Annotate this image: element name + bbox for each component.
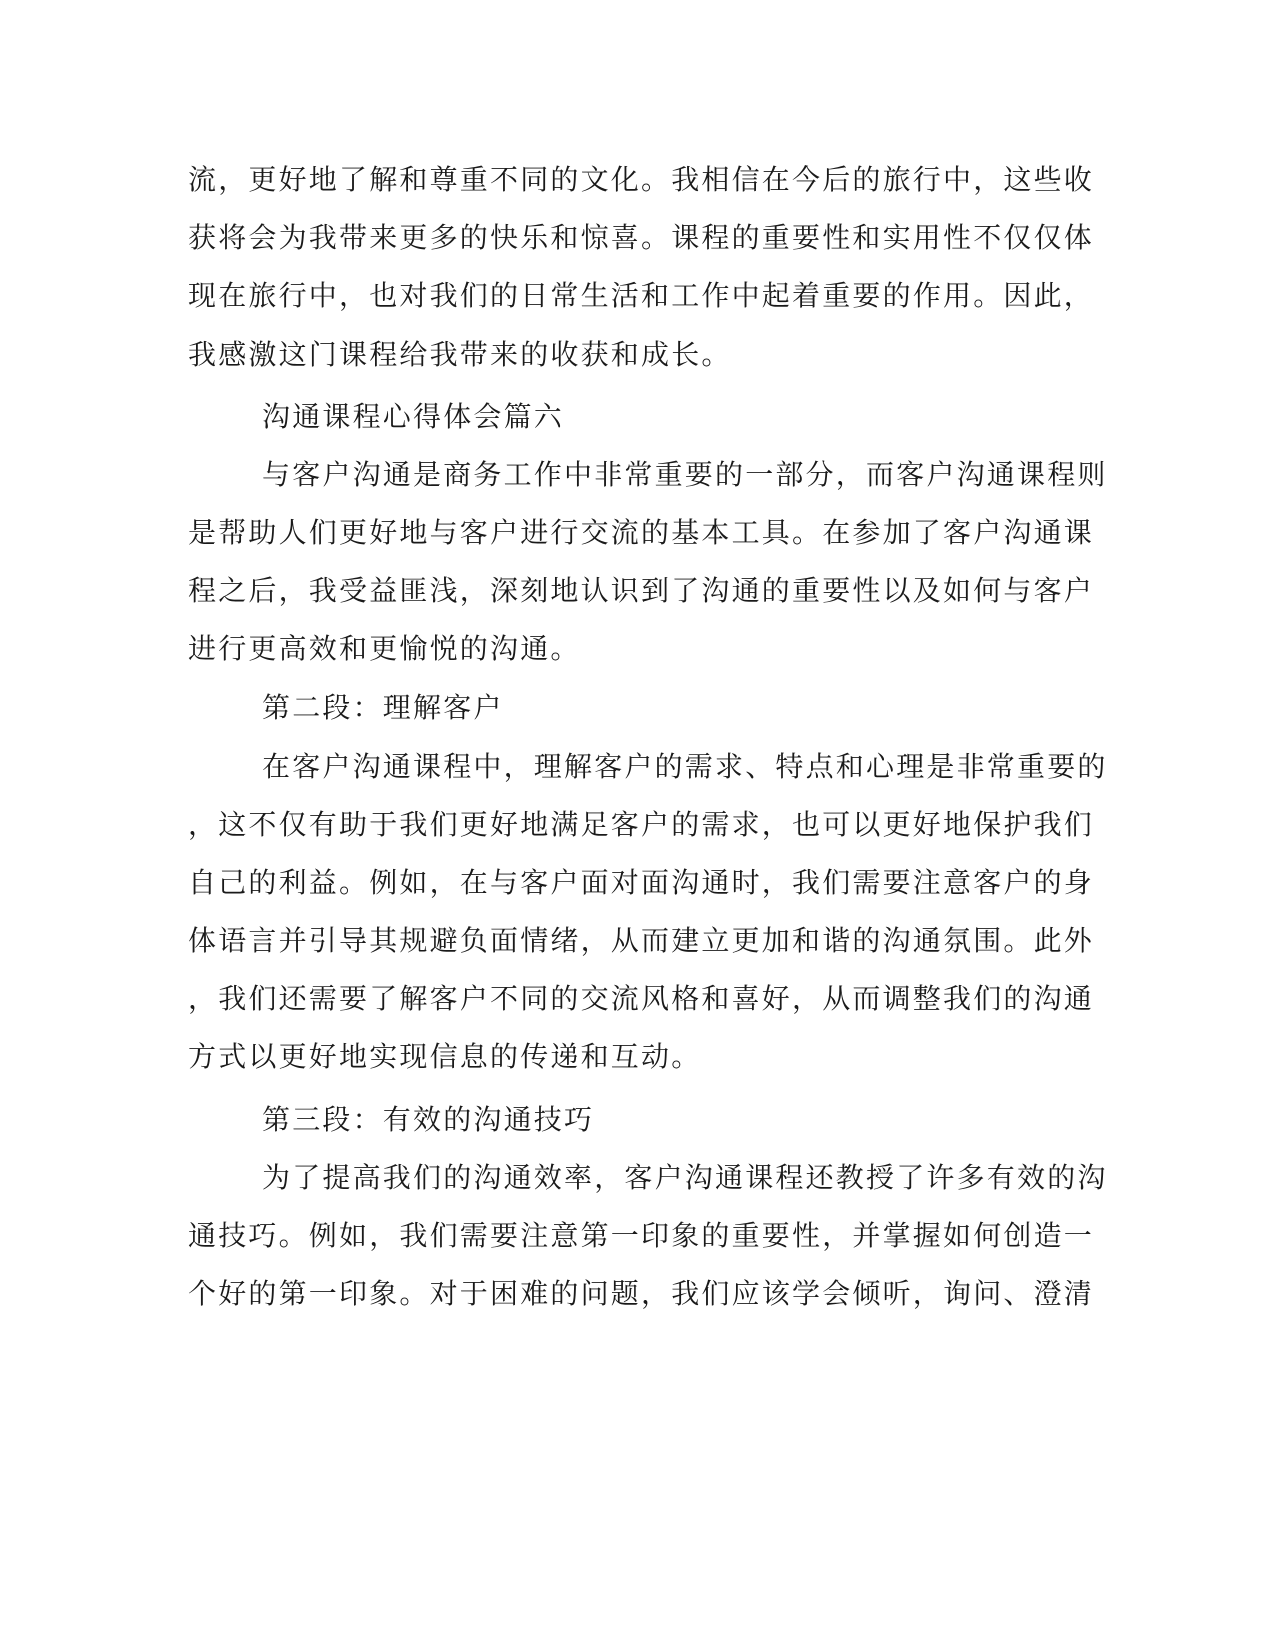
section-heading: 沟通课程心得体会篇六 xyxy=(262,400,565,433)
body-text-line: 在客户沟通课程中，理解客户的需求、特点和心理是非常重要的 xyxy=(262,750,1108,783)
section-heading: 第二段：理解客户 xyxy=(262,691,504,724)
body-text-line: 与客户沟通是商务工作中非常重要的一部分，而客户沟通课程则 xyxy=(262,458,1108,491)
body-text-line: 流，更好地了解和尊重不同的文化。我相信在今后的旅行中，这些收 xyxy=(188,163,1095,196)
body-text-line: 为了提高我们的沟通效率，客户沟通课程还教授了许多有效的沟 xyxy=(262,1161,1108,1194)
body-text-line: 现在旅行中，也对我们的日常生活和工作中起着重要的作用。因此， xyxy=(188,279,1095,312)
body-text-line: 获将会为我带来更多的快乐和惊喜。课程的重要性和实用性不仅仅体 xyxy=(188,221,1095,254)
body-text-line: 通技巧。例如，我们需要注意第一印象的重要性，并掌握如何创造一 xyxy=(188,1219,1095,1252)
section-heading: 第三段：有效的沟通技巧 xyxy=(262,1103,595,1136)
body-text-line: 我感激这门课程给我带来的收获和成长。 xyxy=(188,338,732,371)
body-text-line: 方式以更好地实现信息的传递和互动。 xyxy=(188,1040,702,1073)
body-text-line: ，我们还需要了解客户不同的交流风格和喜好，从而调整我们的沟通 xyxy=(188,982,1095,1015)
body-text-line: 程之后，我受益匪浅，深刻地认识到了沟通的重要性以及如何与客户 xyxy=(188,574,1095,607)
body-text-line: 个好的第一印象。对于困难的问题，我们应该学会倾听，询问、澄清 xyxy=(188,1277,1095,1310)
body-text-line: 自己的利益。例如，在与客户面对面沟通时，我们需要注意客户的身 xyxy=(188,866,1095,899)
body-text-line: 进行更高效和更愉悦的沟通。 xyxy=(188,632,581,665)
body-text-line: 是帮助人们更好地与客户进行交流的基本工具。在参加了客户沟通课 xyxy=(188,516,1095,549)
body-text-line: 体语言并引导其规避负面情绪，从而建立更加和谐的沟通氛围。此外 xyxy=(188,924,1095,957)
body-text-line: ，这不仅有助于我们更好地满足客户的需求，也可以更好地保护我们 xyxy=(188,808,1095,841)
